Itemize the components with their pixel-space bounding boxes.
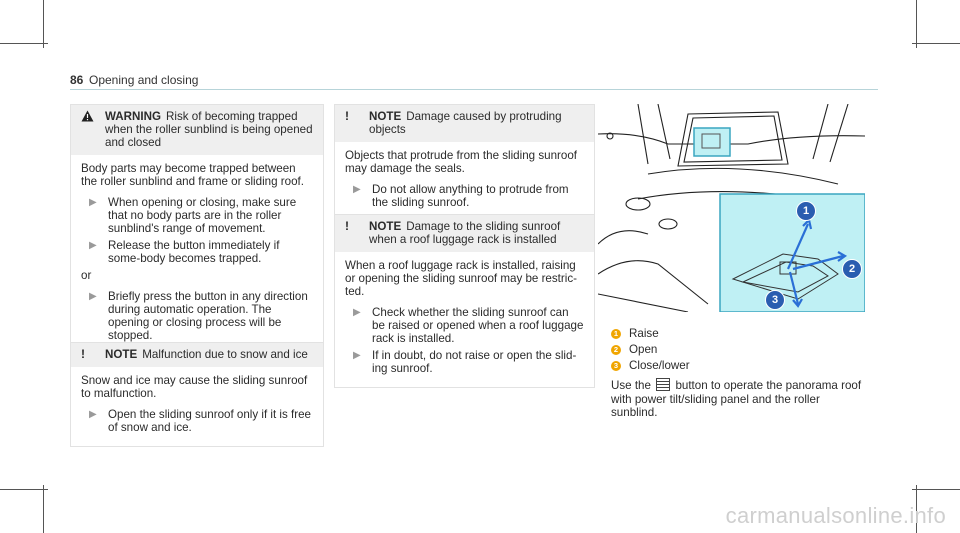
or-text: or [81, 269, 92, 282]
arrow-right-icon: ▶ [353, 307, 361, 318]
page-number: 86 [70, 73, 84, 87]
crop-mark [916, 0, 917, 48]
list-item: ▶ If in doubt, do not raise or open the slid-ing sunroof. [345, 349, 584, 375]
instruction-text: Use the button to operate the panorama roof with power tilt/sliding panel and the roller sunblind. [611, 379, 862, 419]
crop-mark [43, 485, 44, 533]
notice-icon: ! [81, 347, 85, 361]
crop-mark [912, 43, 960, 44]
list-item: 1 Raise [611, 326, 690, 342]
arrow-right-icon: ▶ [353, 350, 361, 361]
list-item: ▶ Do not allow anything to protrude from the sliding sunroof. [345, 183, 584, 209]
note-title: Damage caused by protruding objects [369, 110, 562, 136]
note-box-luggage [334, 214, 595, 388]
list-item: ▶ Check whether the sliding sunroof can be raised or opened when a roof luggage rack is installed. [345, 306, 584, 345]
warning-intro: Body parts may become trapped between the roller sunblind and frame or sliding roof. [81, 162, 304, 188]
note-intro: Snow and ice may cause the sliding sunroof to malfunction. [81, 374, 308, 400]
note-intro: Objects that protrude from the sliding sunroof may damage the seals. [345, 149, 577, 175]
note-label: NOTE [369, 110, 402, 123]
note-intro: When a roof luggage rack is installed, raising or opening the sliding sunroof may be restric-ted. [345, 259, 577, 298]
arrow-right-icon: ▶ [89, 291, 97, 302]
callout-2: 2 [842, 259, 862, 279]
list-item: ▶ Release the button immediately if some-body becomes trapped. [81, 239, 313, 265]
arrow-right-icon: ▶ [89, 409, 97, 420]
crop-mark [43, 0, 44, 48]
note-title: Malfunction due to snow and ice [142, 348, 308, 361]
warning-title: Risk of becoming trapped when the roller sunblind is being opened and closed [105, 110, 313, 149]
callout-1: 1 [796, 201, 816, 221]
watermark: carmanualsonline.info [725, 503, 946, 528]
list-item: ▶ Open the sliding sunroof only if it is free of snow and ice. [81, 408, 313, 434]
list-item: ▶ Briefly press the button in any direction during automatic operation. The opening or closing process will be stopped. [81, 290, 313, 342]
figure-legend [611, 326, 690, 374]
warning-triangle-icon [81, 110, 105, 149]
header-rule [70, 89, 878, 90]
crop-mark [0, 489, 48, 490]
panorama-roof-button-icon [656, 378, 670, 391]
note-label: NOTE [105, 348, 138, 361]
crop-mark [912, 489, 960, 490]
list-item: 2 Open [611, 342, 690, 358]
callout-3: 3 [765, 290, 785, 310]
list-item: 3 Close/lower [611, 358, 690, 374]
crop-mark [0, 43, 48, 44]
warning-box [70, 104, 324, 355]
arrow-right-icon: ▶ [353, 184, 361, 195]
notice-icon: ! [345, 109, 349, 123]
note-title: Damage to the sliding sunroof when a roof luggage rack is installed [369, 220, 561, 246]
note-box-protruding [334, 104, 595, 222]
note-label: NOTE [369, 220, 402, 233]
arrow-right-icon: ▶ [89, 197, 97, 208]
warning-label: WARNING [105, 110, 162, 123]
arrow-right-icon: ▶ [89, 240, 97, 251]
notice-icon: ! [345, 219, 349, 233]
note-box-malfunction [70, 342, 324, 447]
section-title: Opening and closing [89, 73, 199, 87]
warning-header [71, 105, 323, 155]
list-item: ▶ When opening or closing, make sure that no body parts are in the roller sunblind's range of movement. [81, 196, 313, 235]
overhead-control-illustration [598, 104, 865, 312]
